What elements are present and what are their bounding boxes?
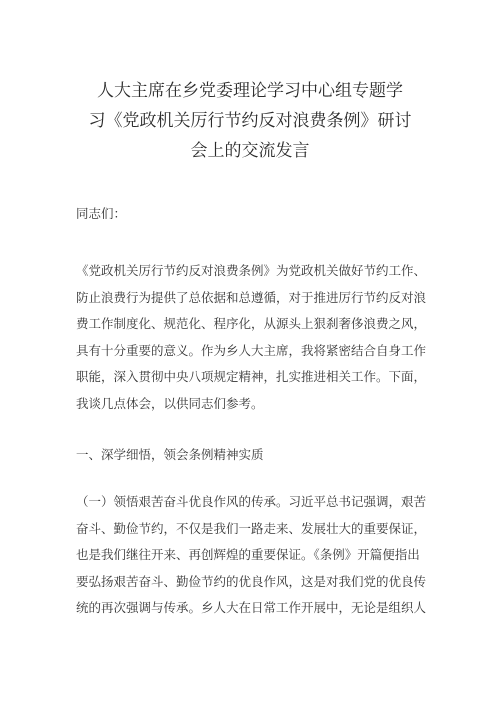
title-line: 习《党政机关厉行节约反对浪费条例》研讨 [88, 111, 412, 131]
title-line: 会上的交流发言 [190, 141, 310, 161]
section-heading: 一、深学细悟，领会条例精神实质 [76, 447, 264, 462]
paragraph-line: 要弘扬艰苦奋斗、勤俭节约的优良作风，这是对我们党的优良传 [76, 573, 427, 589]
paragraph-line: 职能，深入贯彻中央八项规定精神，扎实推进相关工作。下面， [76, 369, 427, 384]
title-line: 人大主席在乡党委理论学习中心组专题学 [97, 81, 403, 101]
paragraph-line: 费工作制度化、规范化、程序化，从源头上狠刹奢侈浪费之风， [76, 316, 427, 331]
section-paragraph [76, 489, 432, 622]
paragraph-line: 统的再次强调与传承。乡人大在日常工作开展中，无论是组织人 [76, 600, 427, 615]
paragraph-line: 《党政机关厉行节约反对浪费条例》为党政机关做好节约工作、 [76, 263, 427, 278]
paragraph-line: 奋斗、勤俭节约，不仅是我们一路走来、发展壮大的重要保证， [76, 520, 427, 536]
paragraph-line: 具有十分重要的意义。作为乡人大主席，我将紧密结合自身工作 [76, 342, 427, 358]
paragraph-line: （一）领悟艰苦奋斗优良作风的传承。习近平总书记强调，艰苦 [76, 494, 427, 509]
salutation: 同志们： [76, 206, 127, 221]
paragraph-line: 我谈几点体会，以供同志们参考。 [76, 395, 264, 411]
paragraph-line: 防止浪费行为提供了总依据和总遵循，对于推进厉行节约反对浪 [76, 289, 427, 305]
paragraph-line: 也是我们继往开来、再创辉煌的重要保证。《条例》开篇便指出 [76, 547, 420, 562]
intro-paragraph [76, 258, 432, 417]
document-title [0, 76, 500, 166]
